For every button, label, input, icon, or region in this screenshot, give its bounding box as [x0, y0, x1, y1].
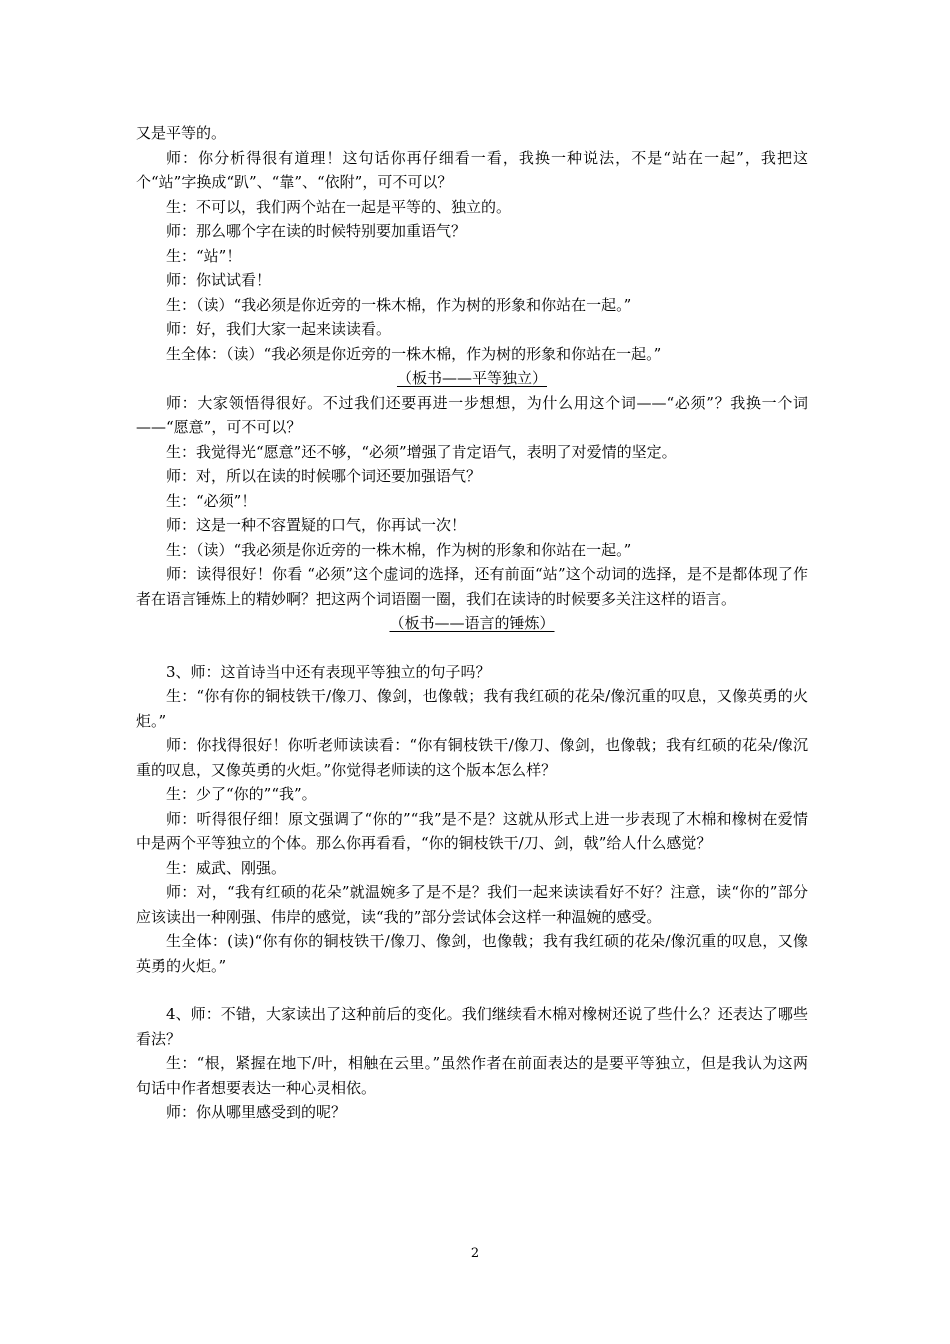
- paragraph: 生：“你有你的铜枝铁干/像刀、像剑，也像戟；我有我红硕的花朵/像沉重的叹息，又像英勇的火炬。”: [136, 687, 808, 730]
- paragraph: 生：（读）“我必须是你近旁的一株木棉，作为树的形象和你站在一起。”: [166, 540, 632, 559]
- document-body: [136, 121, 808, 1125]
- paragraph: 又是平等的。: [136, 124, 227, 142]
- paragraph: 师：你找得很好！你听老师读读看：“你有铜枝铁干/像刀、像剑，也像戟；我有红硕的花朵/像沉重的叹息，又像英勇的火炬。”你觉得老师读的这个版本怎么样？: [136, 736, 808, 779]
- spacer: [136, 636, 808, 660]
- paragraph: 生全体：(读)“你有你的铜枝铁干/像刀、像剑，也像戟；我有我红硕的花朵/像沉重的叹息，又像英勇的火炬。”: [136, 932, 808, 975]
- paragraph: 生：“必须”！: [166, 491, 257, 510]
- spacer: [136, 978, 808, 1002]
- paragraph: 师：对，“我有红硕的花朵”就温婉多了是不是？我们一起来读读看好不好？注意，读“你的”部分应该读出一种刚强、伟岸的感觉，读“我的”部分尝试体会这样一种温婉的感受。: [136, 883, 808, 926]
- paragraph: 师：这是一种不容置疑的口气，你再试一次！: [166, 516, 467, 534]
- paragraph: 师：你分析得很有道理！这句话你再仔细看一看，我换一种说法，不是“站在一起”，我把这个“站”字换成“趴”、“靠”、“依附”，可不可以？: [136, 148, 808, 191]
- paragraph: 生：（读）“我必须是你近旁的一株木棉，作为树的形象和你站在一起。”: [166, 295, 632, 314]
- paragraph: 4、师：不错，大家读出了这种前后的变化。我们继续看木棉对橡树还说了些什么？还表达了哪些看法？: [136, 1005, 808, 1048]
- blackboard-note-text: （板书——平等独立）: [396, 369, 547, 387]
- paragraph: 生：威武、刚强。: [166, 858, 287, 877]
- paragraph: 师：读得很好！你看 “必须”这个虚词的选择，还有前面“站”这个动词的选择，是不是都体现了作者在语言锤炼上的精妙啊？把这两个词语圈一圈，我们在读诗的时候要多关注这样的语言。: [136, 565, 808, 608]
- paragraph: 师：你试试看！: [166, 271, 272, 289]
- blackboard-note: [136, 611, 808, 636]
- page-number: 2: [470, 1246, 480, 1261]
- paragraph: 生全体：（读）“我必须是你近旁的一株木棉，作为树的形象和你站在一起。”: [166, 344, 662, 363]
- paragraph: 生：我觉得光“愿意”还不够，“必须”增强了肯定语气，表明了对爱情的坚定。: [166, 442, 677, 461]
- paragraph: 师：大家领悟得很好。不过我们还要再进一步想想，为什么用这个词——“必须”？我换一个词——“愿意”，可不可以？: [136, 393, 808, 436]
- blackboard-note: [136, 366, 808, 391]
- paragraph: 师：对，所以在读的时候哪个词还要加强语气？: [166, 467, 482, 485]
- paragraph: 3、师：这首诗当中还有表现平等独立的句子吗？: [166, 662, 491, 681]
- paragraph: 生：“根，紧握在地下/叶，相触在云里。”虽然作者在前面表达的是要平等独立，但是我认为这两句话中作者想要表达一种心灵相依。: [136, 1054, 808, 1097]
- paragraph: 生：“站”！: [166, 246, 242, 265]
- paragraph: 生：少了“你的”“我”。: [166, 785, 317, 803]
- paragraph: 师：好，我们大家一起来读读看。: [166, 320, 392, 338]
- paragraph: 师：你从哪里感受到的呢？: [166, 1103, 347, 1121]
- paragraph: 师：听得很仔细！原文强调了“你的”“我”是不是？这就从形式上进一步表现了木棉和橡树在爱情中是两个平等独立的个体。那么你再看看，“你的铜枝铁干/刀、剑，戟”给人什么感觉？: [136, 809, 808, 852]
- blackboard-note-text: （板书——语言的锤炼）: [389, 614, 555, 632]
- paragraph: 师：那么哪个字在读的时候特别要加重语气？: [166, 222, 467, 240]
- paragraph: 生：不可以，我们两个站在一起是平等的、独立的。: [166, 197, 512, 216]
